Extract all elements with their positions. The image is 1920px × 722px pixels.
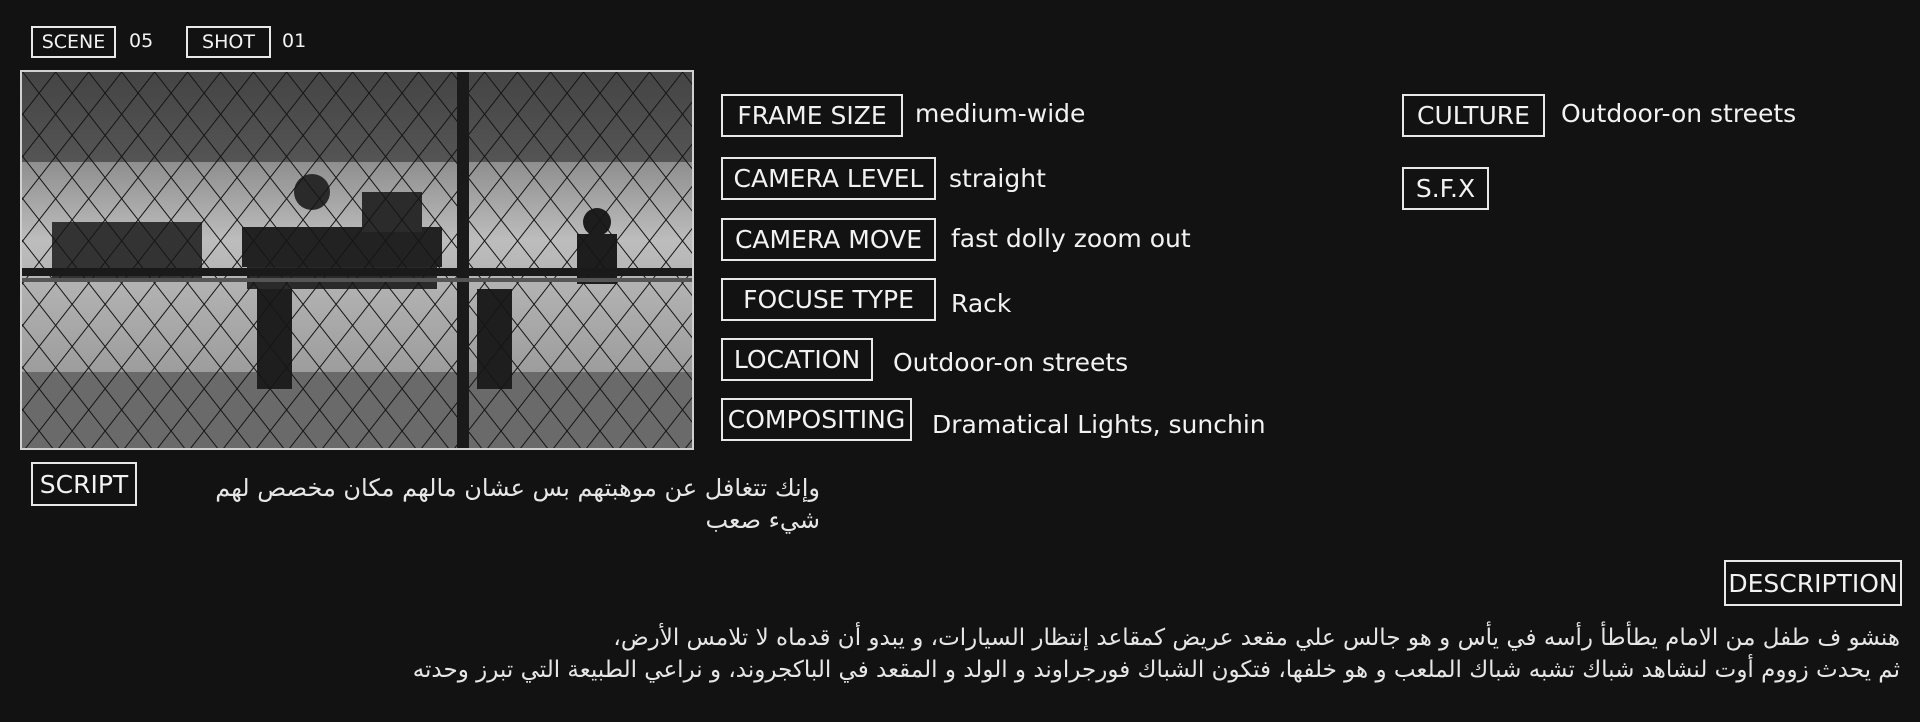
scene-label: SCENE bbox=[31, 26, 116, 58]
script-text bbox=[150, 472, 820, 536]
focus-type-value: Rack bbox=[951, 289, 1012, 318]
description-label: DESCRIPTION bbox=[1724, 560, 1902, 606]
storyboard-sketch bbox=[22, 72, 692, 448]
sfx-label: S.F.X bbox=[1402, 167, 1489, 210]
frame-size-value: medium-wide bbox=[915, 99, 1086, 128]
focus-type-label: FOCUSE TYPE bbox=[721, 278, 936, 321]
location-value: Outdoor-on streets bbox=[893, 348, 1129, 377]
camera-level-value: straight bbox=[949, 164, 1046, 193]
frame-size-label: FRAME SIZE bbox=[721, 94, 903, 137]
shot-label: SHOT bbox=[186, 26, 271, 58]
script-line-1: وإنك تتغافل عن موهبتهم بس عشان مالهم مكان مخصص لهم bbox=[215, 474, 820, 502]
camera-move-value: fast dolly zoom out bbox=[951, 224, 1191, 253]
storyboard-frame bbox=[20, 70, 694, 450]
script-label: SCRIPT bbox=[31, 462, 137, 506]
location-label: LOCATION bbox=[721, 338, 873, 381]
compositing-label: COMPOSITING bbox=[721, 398, 912, 441]
shot-number: 01 bbox=[282, 30, 307, 52]
camera-level-label: CAMERA LEVEL bbox=[721, 157, 936, 200]
culture-label: CULTURE bbox=[1402, 94, 1545, 137]
compositing-value: Dramatical Lights, sunchin bbox=[932, 410, 1266, 439]
camera-move-label: CAMERA MOVE bbox=[721, 218, 936, 261]
description-line-1: هنشو ف طفل من الامام يطأطأ رأسه في يأس و هو جالس علي مقعد عريض كمقاعد إنتظار السيارات، و يبدو أن قدماه لا تلامس الأرض، bbox=[613, 625, 1900, 651]
description-text bbox=[180, 622, 1900, 686]
description-line-2: ثم يحدث زووم أوت لنشاهد شباك تشبه شباك الملعب و هو خلفها، فتكون الشباك فورجراوند و الولد و المقعد في الباكجروند، و نراعي الطبيعة التي تبرز وحدته bbox=[412, 657, 1900, 683]
script-line-2: شيء صعب bbox=[705, 506, 820, 534]
scene-number: 05 bbox=[129, 30, 154, 52]
culture-value: Outdoor-on streets bbox=[1561, 99, 1797, 128]
